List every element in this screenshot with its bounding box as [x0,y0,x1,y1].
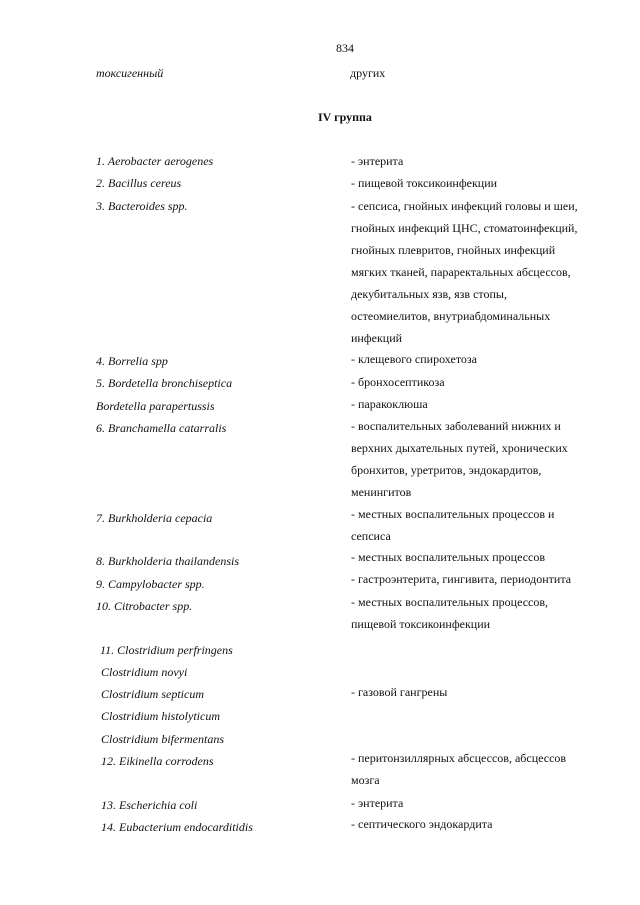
organism-name: 8. Burkholderia thailandensis [96,554,239,568]
disease-description: пищевой токсикоинфекции [351,617,491,631]
disease-description: менингитов [351,485,412,499]
organism-name: 9. Campylobacter spp. [96,577,205,591]
organism-name: 14. Eubacterium endocarditidis [101,820,253,834]
disease-description: - клещевого спирохетоза [351,352,477,366]
organism-name: 3. Bacteroides spp. [96,199,188,213]
disease-description: гнойных инфекций ЦНС, стоматоинфекций, [351,221,578,235]
disease-description: - энтерита [351,796,404,810]
organism-name: 12. Eikinella corrodens [101,754,214,768]
organism-name: Bordetella parapertussis [96,399,215,413]
organism-name: 6. Branchamella catarralis [96,421,227,435]
disease-description: - пищевой токсикоинфекции [351,176,498,190]
top-right-text: других [350,66,386,80]
organism-name: 1. Aerobacter aerogenes [96,154,214,168]
disease-description: мозга [351,773,380,787]
disease-description: - энтерита [351,154,404,168]
disease-description: - местных воспалительных процессов и [351,507,555,521]
page-number: 834 [336,41,354,55]
organism-name: Clostridium bifermentans [101,732,225,746]
disease-description: гнойных плевритов, гнойных инфекций [351,243,556,257]
organism-name: 7. Burkholderia cepacia [96,511,213,525]
organism-name: 2. Bacillus cereus [96,176,182,190]
disease-description: - перитонзиллярных абсцессов, абсцессов [351,751,567,765]
disease-description: инфекций [351,331,403,345]
organism-name: 13. Escherichia coli [101,798,198,812]
disease-description: - гастроэнтерита, гингивита, периодонтита [351,572,572,586]
disease-description: верхних дыхательных путей, хронических [351,441,568,455]
disease-description: декубитальных язв, язв стопы, [351,287,507,301]
disease-description: - паракоклюша [351,397,428,411]
organism-name: Clostridium histolyticum [101,709,221,723]
disease-description: - бронхосептикоза [351,375,445,389]
organism-name: 10. Citrobacter spp. [96,599,193,613]
organism-name: 11. Clostridium perfringens [100,643,233,657]
disease-description: бронхитов, уретритов, эндокардитов, [351,463,542,477]
disease-description: - сепсиса, гнойных инфекций головы и шеи, [351,199,578,213]
disease-description: - местных воспалительных процессов [351,550,546,564]
organism-name: Clostridium novyi [101,665,188,679]
organism-name: 5. Bordetella bronchiseptica [96,376,233,390]
disease-description: сепсиса [351,529,391,543]
disease-description: остеомиелитов, внутриабдоминальных [351,309,551,323]
disease-description: - газовой гангрены [351,685,448,699]
group-heading: IV группа [318,110,372,124]
organism-name: 4. Borrelia spp [96,354,168,368]
disease-description: - местных воспалительных процессов, [351,595,549,609]
disease-description: мягких тканей, параректальных абсцессов, [351,265,571,279]
organism-name: Clostridium septicum [101,687,205,701]
disease-description: - септического эндокардита [351,817,493,831]
top-left-text: токсигенный [96,66,164,80]
disease-description: - воспалительных заболеваний нижних и [351,419,561,433]
